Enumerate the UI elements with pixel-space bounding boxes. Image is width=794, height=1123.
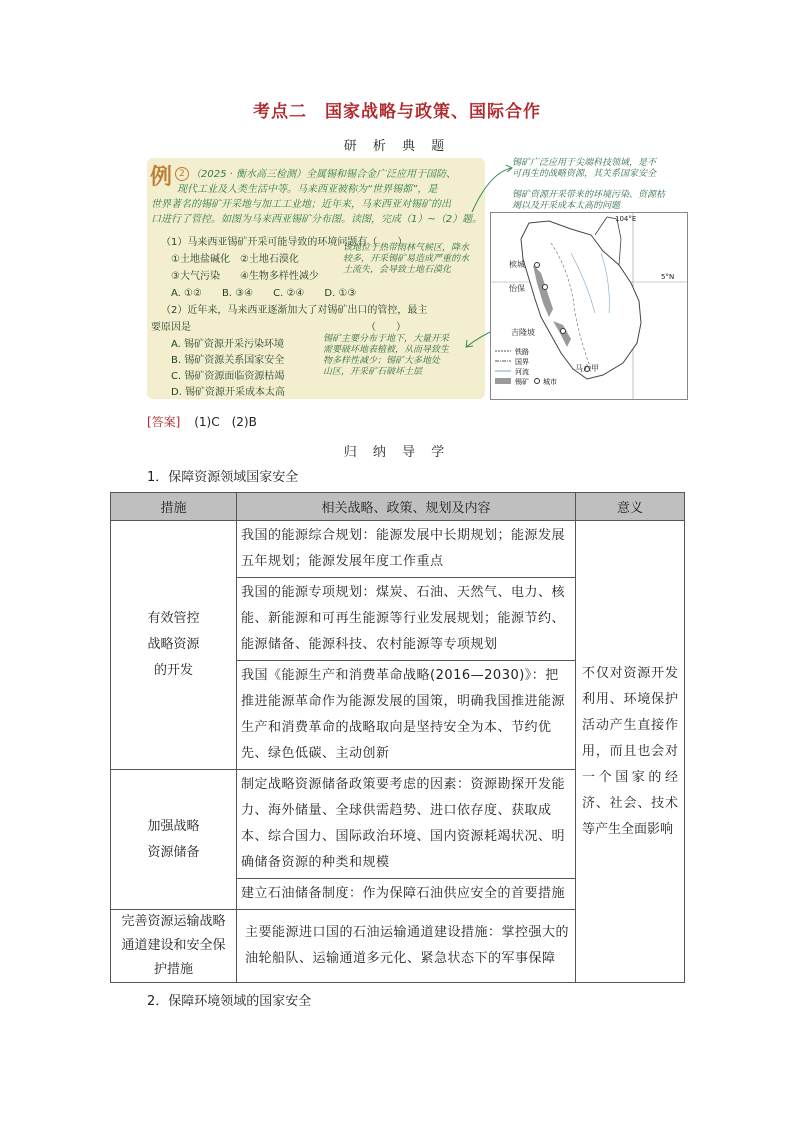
svg-text:吉隆坡: 吉隆坡 — [511, 328, 535, 337]
svg-text:城市: 城市 — [543, 378, 557, 386]
answer-text: (1)C (2)B — [194, 415, 257, 429]
q1-items: ③大气污染 ④生物多样性减少 — [171, 271, 319, 282]
example-box — [147, 158, 485, 399]
svg-text:怡保: 怡保 — [509, 284, 525, 293]
question-2: 要原因是 （ ） — [151, 322, 406, 333]
svg-text:104°E: 104°E — [615, 215, 637, 223]
example-number: 2 — [175, 167, 189, 181]
svg-text:锡矿: 锡矿 — [515, 378, 529, 386]
svg-text:铁路: 铁路 — [515, 348, 529, 356]
svg-text:马六甲: 马六甲 — [575, 364, 599, 373]
answer-label: [答案] — [147, 415, 181, 429]
answer-line — [147, 413, 257, 430]
content-cell: 主要能源进口国的石油运输通道建设措施：掌控强大的油轮船队、运输通道多元化、紧急状态下的军事保障 — [237, 910, 576, 983]
content-cell: 制定战略资源储备政策要考虑的因素：资源勘探开发能力、海外储量、全球供需趋势、进口依存度、获取成本、综合国力、国际政治环境、国内资源耗竭状况、明确储备资源的种类和规模 — [237, 770, 576, 879]
table-header: 相关战略、政策、规划及内容 — [237, 493, 576, 521]
page-title: 考点二 国家战略与政策、国际合作 — [253, 102, 541, 122]
measure-cell: 完善资源运输战略 通道建设和安全保 护措施 — [111, 910, 237, 983]
section-heading-summary: 归 纳 导 学 — [343, 445, 451, 460]
question-2: （2）近年来，马来西亚逐渐加大了对锡矿出口的管控，最主 — [161, 305, 428, 316]
stem-line: 口进行了管控。如图为马来西亚锡矿分布图。读图，完成（1）~（2）题。 — [151, 214, 483, 225]
question-1: （1）马来西亚锡矿开采可能导致的环境问题有（ ） — [161, 237, 408, 248]
content-cell: 我国《能源生产和消费革命战略(2016—2030)》：把推进能源革命作为能源发展的国策，明确我国推进能源生产和消费革命的战略取向是坚持安全为本、节约优先、绿色低碳、主动创新 — [237, 661, 576, 770]
q2-option: A. 锡矿资源开采污染环境 — [171, 339, 285, 350]
meaning-cell: 不仅对资源开发利用、环境保护活动产生直接作用，而且也会对一个国家的经济、社会、技术等产生全面影响 — [576, 521, 685, 983]
q2-option: D. 锡矿资源开采成本太高 — [171, 387, 286, 398]
table-header: 意义 — [576, 493, 685, 521]
annotation-note: 锡矿资源开采带来的环境污染、资源枯 竭以及开采成本太高的问题 — [512, 190, 666, 211]
annotation-arrow — [470, 162, 515, 217]
svg-text:槟城: 槟城 — [509, 260, 525, 269]
stem-line: 现代工业及人类生活中等。马来西亚被称为“世界锡都”，是 — [177, 184, 438, 195]
annotation-note: 锡矿广泛应用于尖端科技领域，是不 可再生的战略资源，其关系国家安全 — [512, 158, 657, 179]
q2-option: C. 锡矿资源面临资源枯竭 — [171, 371, 285, 382]
resource-security-table — [110, 492, 685, 983]
content-cell: 我国的能源专项规划：煤炭、石油、天然气、电力、核能、新能源和可再生能源等行业发展规划；能源节约、能源储备、能源科技、农村能源等专项规划 — [237, 578, 576, 661]
subsection-heading: 1．保障资源领域国家安全 — [147, 470, 299, 485]
content-cell: 建立石油储备制度：作为保障石油供应安全的首要措施 — [237, 879, 576, 910]
measure-cell: 有效管控 战略资源 的开发 — [111, 521, 237, 770]
stem-line: （2025 · 衡水高三检测）全属锡和锡合金广泛应用于国防、 — [191, 169, 456, 180]
malaysia-tin-map — [490, 212, 688, 400]
stem-line: 世界著名的锡矿开采地与加工工业地；近年来，马来西亚对锡矿的出 — [151, 199, 451, 210]
annotation-note: 锡矿主要分布于地下，大量开采 需要破坏地表植被，从而导致生 物多样性减少；锡矿大多地处 山区，开采矿石破坏土层 — [323, 334, 450, 377]
measure-cell: 加强战略 资源储备 — [111, 770, 237, 910]
q1-options: A. ①② B. ③④ C. ②④ D. ①③ — [171, 288, 357, 299]
example-badge: 例 — [150, 164, 173, 190]
svg-text:河流: 河流 — [515, 368, 529, 376]
svg-text:5°N: 5°N — [661, 273, 675, 281]
annotation-note: 该地位于热带雨林气候区，降水 较多，开采锡矿易造成严重的水 土流失，会导致土地石漠化 — [343, 243, 470, 275]
section-heading-analysis: 研 析 典 题 — [343, 139, 451, 154]
q2-option: B. 锡矿资源关系国家安全 — [171, 355, 285, 366]
content-cell: 我国的能源综合规划：能源发展中长期规划；能源发展五年规划；能源发展年度工作重点 — [237, 521, 576, 578]
subsection-heading: 2．保障环境领域的国家安全 — [147, 994, 312, 1009]
table-header: 措施 — [111, 493, 237, 521]
svg-text:国界: 国界 — [515, 358, 529, 366]
q1-items: ①土地盐碱化 ②土地石漠化 — [171, 254, 299, 265]
